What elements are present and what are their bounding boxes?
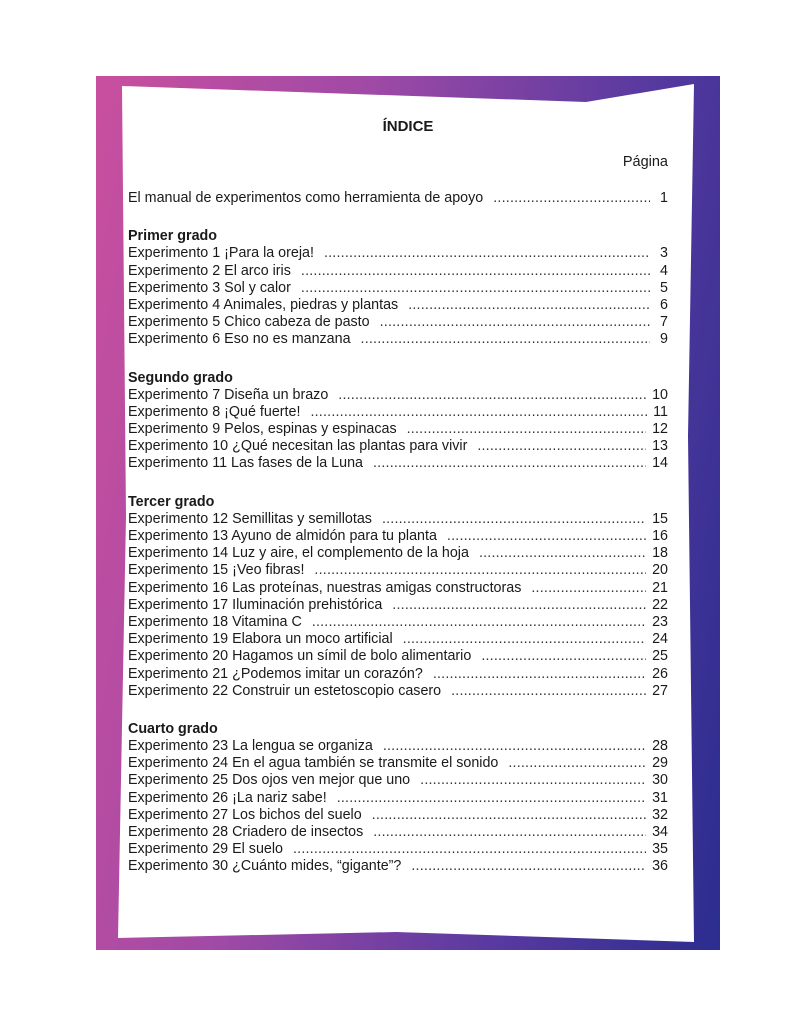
entry-title: Experimento 18 Vitamina C (128, 613, 302, 630)
dot-leader (408, 297, 650, 314)
toc-entry (128, 666, 668, 683)
entry-page: 26 (652, 665, 668, 682)
entry-title: Experimento 6 Eso no es manzana (128, 331, 351, 348)
entry-page: 34 (652, 824, 668, 840)
entry-page: 7 (660, 314, 668, 331)
toc-entry (128, 614, 668, 631)
dot-leader (479, 545, 646, 562)
dot-leader (493, 190, 650, 207)
toc-entry (128, 597, 668, 614)
entry-title: Experimento 25 Dos ojos ven mejor que uno (128, 772, 411, 789)
dot-leader (433, 666, 646, 683)
dot-leader (373, 824, 646, 841)
toc-entry (128, 438, 668, 455)
entry-title: Experimento 29 El suelo (128, 841, 283, 858)
entry-title: Experimento 7 Diseña un brazo (128, 386, 329, 403)
toc-entry (128, 631, 668, 648)
entry-page: 32 (652, 806, 668, 823)
toc-entry (128, 404, 668, 421)
entry-title: Experimento 22 Construir un estetoscopio casero (128, 682, 442, 699)
toc-entry (128, 824, 668, 841)
toc-entry (128, 331, 668, 348)
dot-leader (373, 455, 646, 472)
toc-entry (128, 245, 668, 262)
entry-title: Experimento 4 Animales, piedras y plantas (128, 296, 399, 313)
dot-leader (392, 597, 646, 614)
entry-page: 36 (652, 858, 668, 875)
dot-leader (372, 807, 646, 824)
entry-title: Experimento 10 ¿Qué necesitan las plantas para vivir (128, 438, 468, 455)
toc-entry (128, 314, 668, 331)
toc-entry (128, 297, 668, 314)
entry-page: 24 (652, 631, 668, 648)
entry-page: 21 (652, 579, 668, 596)
entry-page: 12 (652, 421, 668, 438)
table-of-contents (128, 118, 668, 876)
entry-title: Experimento 26 ¡La nariz sabe! (128, 789, 327, 806)
toc-entry (128, 738, 668, 755)
toc-section (128, 494, 668, 700)
entry-page: 22 (652, 596, 668, 613)
entry-page: 9 (660, 331, 668, 348)
entry-title: Experimento 11 Las fases de la Luna (128, 455, 363, 472)
entry-page: 10 (652, 386, 668, 403)
entry-page: 6 (660, 296, 668, 313)
dot-leader (361, 331, 650, 348)
entry-page: 15 (652, 510, 668, 527)
entry-page: 3 (660, 245, 668, 262)
entry-title: Experimento 24 En el agua también se transmite el sonido (128, 755, 499, 772)
dot-leader (314, 562, 646, 579)
entry-page: 28 (652, 738, 668, 755)
toc-entry (128, 421, 668, 438)
dot-leader (380, 314, 650, 331)
dot-leader (451, 683, 646, 700)
dot-leader (293, 841, 646, 858)
entry-page: 27 (652, 682, 668, 699)
entry-page: 14 (652, 455, 668, 472)
entry-title: El manual de experimentos como herramienta de apoyo (128, 190, 484, 206)
toc-entry (128, 387, 668, 404)
entry-page: 25 (652, 648, 668, 665)
toc-section (128, 228, 668, 348)
entry-page: 1 (660, 190, 668, 206)
dot-leader (312, 614, 646, 631)
toc-entry (128, 545, 668, 562)
dot-leader (310, 404, 647, 421)
entry-title: Experimento 21 ¿Podemos imitar un corazón? (128, 665, 423, 682)
toc-entry (128, 511, 668, 528)
section-title: Segundo grado (128, 369, 233, 386)
page-title: ÍNDICE (382, 118, 434, 135)
dot-leader (382, 511, 646, 528)
dot-leader (403, 631, 646, 648)
section-title: Tercer grado (128, 493, 215, 510)
entry-title: Experimento 19 Elabora un moco artificial (128, 631, 393, 648)
dot-leader (324, 245, 650, 262)
toc-entry (128, 755, 668, 772)
toc-entry (128, 841, 668, 858)
entry-page: 35 (652, 841, 668, 858)
dot-leader (420, 772, 646, 789)
entry-page: 23 (652, 613, 668, 630)
toc-entry (128, 648, 668, 665)
entry-title: Experimento 3 Sol y calor (128, 279, 291, 296)
entry-title: Experimento 1 ¡Para la oreja! (128, 245, 314, 262)
toc-entry (128, 455, 668, 472)
dot-leader (301, 280, 650, 297)
toc-entry (128, 790, 668, 807)
toc-entry (128, 263, 668, 280)
dot-leader (411, 858, 646, 875)
toc-section (128, 370, 668, 473)
entry-title: Experimento 5 Chico cabeza de pasto (128, 314, 370, 331)
entry-title: Experimento 13 Ayuno de almidón para tu planta (128, 528, 437, 544)
toc-entry-intro (128, 190, 668, 207)
toc-entry (128, 580, 668, 597)
toc-entry (128, 772, 668, 789)
section-title: Cuarto grado (128, 720, 218, 737)
dot-leader (383, 738, 646, 755)
entry-page: 4 (660, 262, 668, 279)
dot-leader (301, 263, 650, 280)
dot-leader (338, 387, 646, 404)
entry-title: Experimento 30 ¿Cuánto mides, “gigante”? (128, 858, 402, 875)
entry-title: Experimento 14 Luz y aire, el complemento de la hoja (128, 545, 469, 562)
toc-entry (128, 807, 668, 824)
entry-title: Experimento 20 Hagamos un símil de bolo alimentario (128, 648, 472, 665)
entry-title: Experimento 16 Las proteínas, nuestras amigas constructoras (128, 579, 522, 596)
entry-title: Experimento 17 Iluminación prehistórica (128, 596, 383, 613)
entry-page: 31 (652, 789, 668, 806)
entry-title: Experimento 23 La lengua se organiza (128, 738, 373, 755)
toc-entry (128, 858, 668, 875)
dot-leader (531, 580, 646, 597)
entry-page: 5 (660, 279, 668, 296)
dot-leader (481, 648, 646, 665)
toc-entry (128, 562, 668, 579)
entry-page: 20 (652, 562, 668, 579)
entry-title: Experimento 27 Los bichos del suelo (128, 806, 362, 823)
toc-entry (128, 280, 668, 297)
entry-page: 29 (652, 755, 668, 772)
dot-leader (477, 438, 646, 455)
entry-page: 16 (652, 528, 668, 544)
entry-title: Experimento 15 ¡Veo fibras! (128, 562, 305, 579)
entry-title: Experimento 2 El arco iris (128, 262, 291, 279)
dot-leader (407, 421, 646, 438)
dot-leader (337, 790, 646, 807)
toc-section (128, 721, 668, 876)
entry-page: 11 (653, 403, 668, 420)
entry-page: 13 (652, 438, 668, 455)
page-column-label: Página (622, 154, 668, 170)
entry-page: 30 (652, 772, 668, 789)
section-title: Primer grado (128, 228, 217, 245)
entry-title: Experimento 28 Criadero de insectos (128, 824, 364, 840)
entry-title: Experimento 12 Semillitas y semillotas (128, 510, 372, 527)
entry-title: Experimento 9 Pelos, espinas y espinacas (128, 421, 397, 438)
toc-entry (128, 528, 668, 545)
toc-entry (128, 683, 668, 700)
dot-leader (508, 755, 646, 772)
dot-leader (447, 528, 646, 545)
entry-title: Experimento 8 ¡Qué fuerte! (128, 403, 301, 420)
entry-page: 18 (652, 545, 668, 562)
